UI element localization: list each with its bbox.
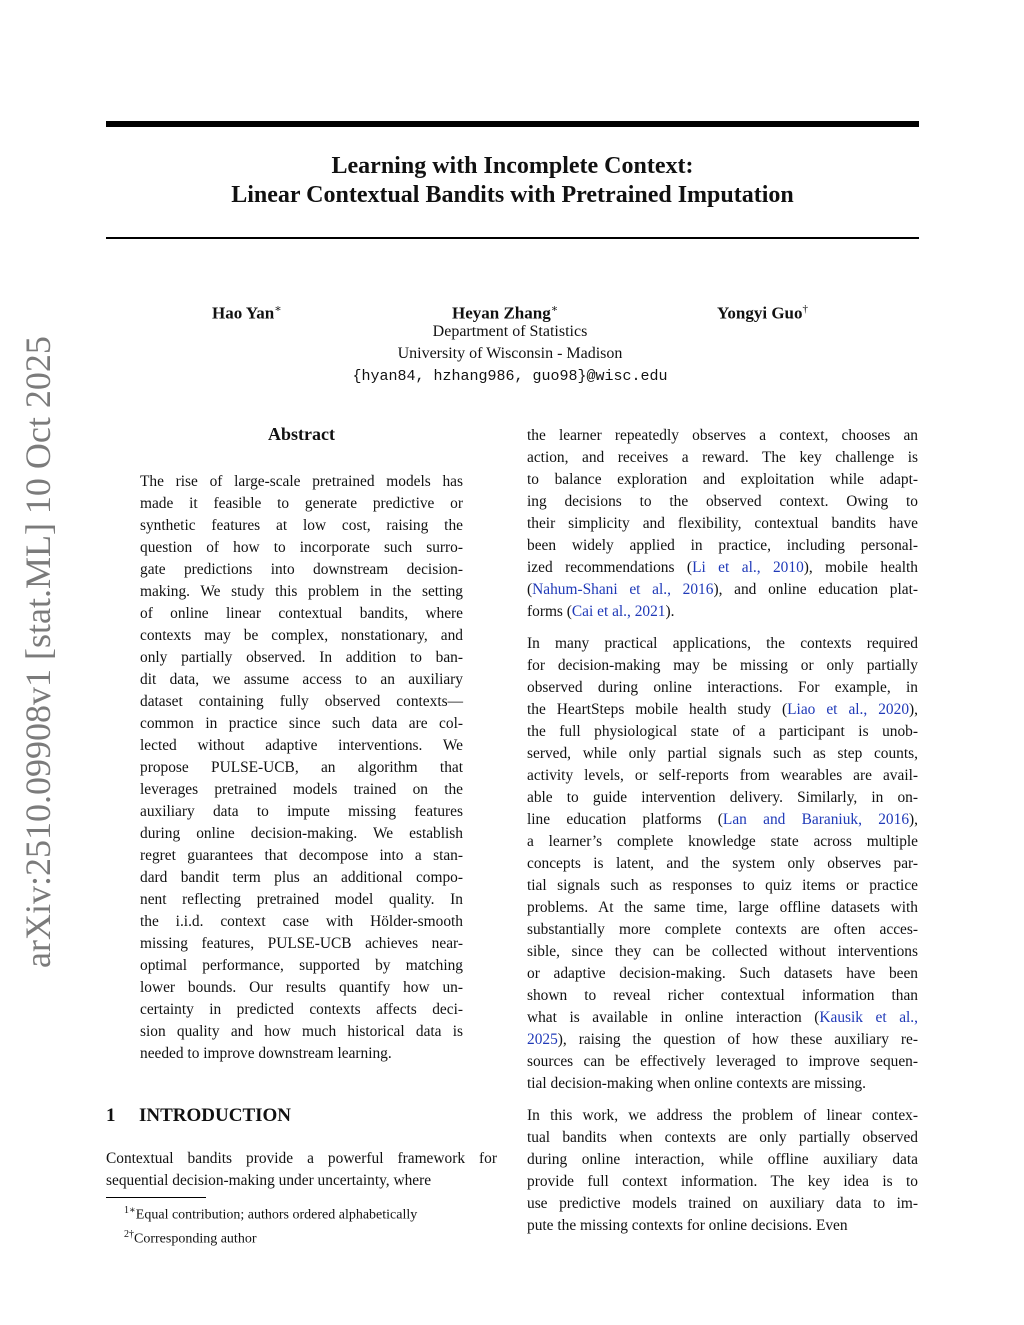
text-span: ). [665,603,675,620]
abstract-line: propose PULSE-UCB, an algorithm that [140,759,463,776]
abstract-line: certainty in predicted contexts affects deci- [140,1001,463,1018]
title-top-rule [106,121,919,127]
paper-title [106,152,919,210]
abstract-line: made it feasible to generate predictive or [140,495,463,512]
text-line [527,897,918,919]
text-line [527,809,918,831]
abstract-heading: Abstract [268,424,335,444]
abstract-line: sion quality and how much historical data is [140,1023,463,1040]
text-span: pute the missing contexts for online decisions. Even [527,1217,848,1234]
abstract-line: gate predictions into downstream decision- [140,561,463,578]
text-span: ), [909,701,919,718]
abstract-body [140,471,463,1065]
text-line [527,919,918,941]
abstract-line: dataset containing fully observed contexts— [140,693,463,710]
abstract-line: The rise of large-scale pretrained models has [140,473,463,490]
abstract-line: the i.i.d. context case with Hölder-smooth [140,913,463,930]
text-span: line education platforms ( [527,811,723,828]
intro-line: sequential decision-making under uncertainty, where [106,1172,432,1189]
text-line [527,1105,918,1127]
text-span: the HeartSteps mobile health study ( [527,701,788,718]
title-bottom-rule [106,237,919,239]
text-line [527,579,918,601]
text-span: tial signals such as responses to quiz items or practice [527,877,918,894]
text-line [527,1029,918,1051]
text-span: served, while only partial signals such as step counts, [527,745,918,762]
text-line [527,1215,918,1237]
footnote-rule [106,1197,206,1198]
text-line [527,1007,918,1029]
text-span: tial decision-making when online contexts are missing. [527,1075,866,1092]
text-line [527,447,918,469]
text-line [527,765,918,787]
citation-link[interactable]: Lan and Baraniuk, 2016 [722,811,910,828]
text-span: ized recommendations ( [527,559,693,576]
section-number: 1 [106,1105,116,1126]
abstract-line: question of how to incorporate such surro- [140,539,463,556]
text-span: ), raising the question of how these auxiliary re- [557,1031,918,1048]
section-title: INTRODUCTION [139,1105,292,1126]
text-span: the full physiological state of a participant is unob- [527,723,918,740]
abstract-line: making. We study this problem in the setting [140,583,463,600]
text-line [527,557,918,579]
citation-link[interactable]: Kausik et al., [819,1009,918,1026]
right-paragraph-2 [527,633,918,1095]
abstract-line: common in practice since such data are col- [140,715,463,732]
abstract-line: needed to improve downstream learning. [140,1045,392,1062]
footnotes [124,1201,417,1248]
text-span: ), and online education plat- [713,581,918,598]
author-heyan-zhang: Heyan Zhang∗ [452,303,559,323]
text-span: problems. At the same time, large offline datasets with [527,899,918,916]
text-span: a learner’s complete knowledge state across multiple [527,833,918,850]
text-span: ing decisions to the observed context. Owing to [527,493,918,510]
text-line [527,655,918,677]
abstract-line: leverages pretrained models trained on the [140,781,463,798]
abstract-line: synthetic features at low cost, raising the [140,517,463,534]
title-line-2: Linear Contextual Bandits with Pretrained Imputation [231,182,794,208]
introduction-left-column [106,1148,497,1192]
text-span: able to guide intervention delivery. Similarly, in on- [527,789,918,806]
text-span: or adaptive decision-making. Such datasets have been [527,965,918,982]
text-span: their simplicity and flexibility, contextual bandits have [527,515,918,532]
text-line [527,425,918,447]
abstract-line: lected without adaptive interventions. We [140,737,463,754]
text-span: ), [909,811,918,828]
footnote-2: $^{2\dagger}$Corresponding author [124,1228,257,1247]
title-line-1: Learning with Incomplete Context: [331,153,694,179]
text-line [527,721,918,743]
text-line [527,985,918,1007]
text-span: sources can be effectively leveraged to improve sequen- [527,1053,918,1070]
text-line [527,787,918,809]
text-line [527,633,918,655]
footnote-1: $^{1∗}$Equal contribution; authors ordered alphabetically [124,1205,418,1223]
citation-link[interactable]: Liao et al., 2020 [787,701,910,718]
text-span: shown to reveal richer contextual information than [527,987,918,1004]
text-span: the learner repeatedly observes a context, chooses an [527,427,918,444]
abstract-line: nent reflecting pretrained model quality. In [140,891,463,908]
right-paragraph-3 [527,1105,918,1237]
citation-link[interactable]: Li et al., 2010 [692,559,804,576]
text-line [527,963,918,985]
text-span: for decision-making may be missing or only partially [527,657,918,674]
text-span: provide full context information. The key idea is to [527,1173,918,1190]
citation-link[interactable]: Nahum-Shani et al., 2016 [532,581,714,598]
text-span: tual bandits when contexts are only partially observed [527,1129,918,1146]
text-line [527,1073,918,1095]
text-span: ( [527,581,533,598]
abstract-line: dard bandit term plus an additional compo- [140,869,463,886]
abstract-line: auxiliary data to impute missing features [140,803,463,820]
text-line [527,1193,918,1215]
text-line [527,1171,918,1193]
text-line [527,831,918,853]
abstract-line: lower bounds. Our results quantify how un- [140,979,463,996]
text-span: activity levels, or self-reports from wearables are avail- [527,767,918,784]
text-span: observed during online interactions. For example, in [527,679,918,696]
text-line [527,1051,918,1073]
text-span: concepts is latent, and the system only observes par- [527,855,918,872]
right-paragraph-1 [527,425,918,623]
text-line [527,601,918,623]
text-line [527,491,918,513]
text-line [527,469,918,491]
text-span: ), mobile health [803,559,918,576]
section-heading-introduction [106,1104,291,1128]
text-line [527,1127,918,1149]
text-line [527,1149,918,1171]
text-line [527,853,918,875]
text-line [527,699,918,721]
text-line [527,743,918,765]
abstract-line: regret guarantees that decompose into a stan- [140,847,463,864]
abstract-line: missing features, PULSE-UCB achieves near- [140,935,463,952]
text-span: to balance exploration and exploitation while adapt- [527,471,918,488]
abstract-line: of online linear contextual bandits, where [140,605,463,622]
text-span: forms ( [527,603,572,620]
citation-link[interactable]: Cai et al., 2021 [571,603,666,620]
text-line [527,941,918,963]
text-line [527,535,918,557]
text-line [527,677,918,699]
abstract-line: during online decision-making. We establish [140,825,463,842]
abstract-line: optimal performance, supported by matching [140,957,463,974]
abstract-line: contexts may be complex, nonstationary, and [140,627,463,644]
text-span: during online interaction, while offline auxiliary data [527,1151,918,1168]
text-line [527,875,918,897]
text-span: sible, since they can be collected without interventions [527,943,918,960]
author-emails: {hyan84, hzhang986, guo98}@wisc.edu [352,368,668,385]
text-span: use predictive models trained on auxiliary data to im- [527,1195,918,1212]
affiliation-university: University of Wisconsin - Madison [397,345,623,362]
text-span: what is available in online interaction ( [527,1009,820,1026]
text-span: substantially more complete contexts are often acces- [527,921,918,938]
abstract-line: dit data, we assume access to an auxiliary [140,671,463,688]
affiliation-department: Department of Statistics [432,323,588,340]
text-span: In this work, we address the problem of linear contex- [527,1107,918,1124]
arxiv-identifier: arXiv:2510.09908v1 [stat.ML] 10 Oct 2025 [18,336,58,968]
text-span: action, and receives a reward. The key challenge is [527,449,918,466]
author-yongyi-guo: Yongyi Guo† [717,303,808,323]
text-span: In many practical applications, the contexts required [527,635,918,652]
author-hao-yan: Hao Yan∗ [212,303,282,323]
text-line [527,513,918,535]
citation-link[interactable]: 2025 [527,1031,558,1048]
abstract-line: only partially observed. In addition to ban- [140,649,463,666]
text-span: been widely applied in practice, including personal- [527,537,918,554]
intro-line: Contextual bandits provide a powerful framework for [106,1150,497,1167]
